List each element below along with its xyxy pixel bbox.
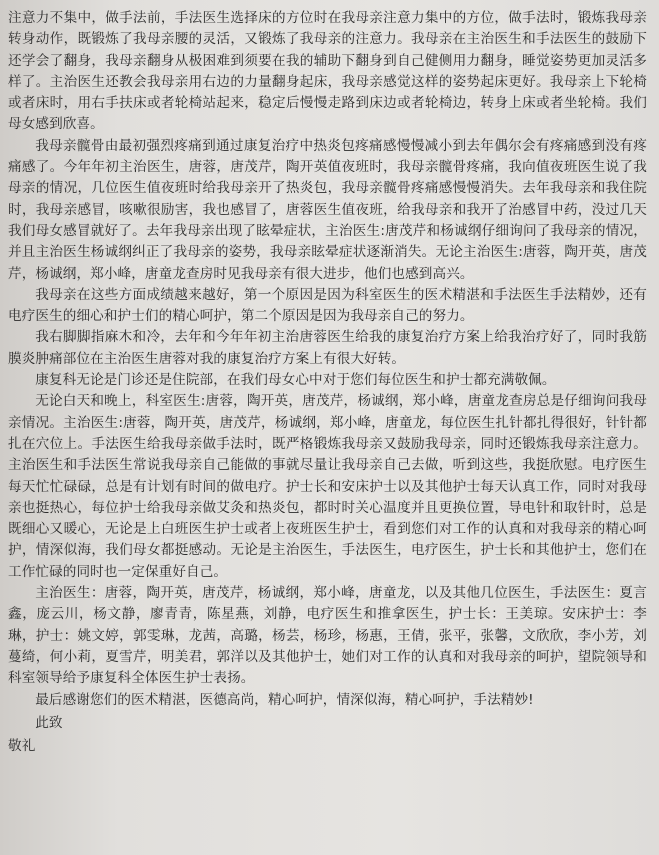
letter-paragraph-5: 康复科无论是门诊还是住院部，在我们母女心中对于您们每位医生和护士都充满敬佩。 [35,372,556,389]
letter-paragraph-4: 我右脚脚指麻木和冷，去年和今年年初主治唐蓉医生给我的康复治疗方案上给我治疗好了，同时我筋膜炎肿痛部位在主治医生唐蓉对我的康复治疗方案上有很大好转。 [8,329,647,367]
letter-paragraph-8: 最后感谢您们的医术精湛，医德高尚，精心呵护，情深似海，精心呵护，手法精妙! [35,691,534,708]
letter-paragraph-1: 注意力不集中，做手法前，手法医生选择床的方位时在我母亲注意力集中的方位，做手法时，锻炼我母亲转身动作，既锻炼了我母亲腰的灵活，又锻炼了我母亲的注意力。我母亲在主治医生和手法医生的鼓励下还学会了翻身，我母亲翻身从极困难到须要在我的辅助下翻身到自己健侧用力翻身，睡觉姿势更加灵活多样了。主治医生还教会我母亲用右边的力量翻身起床，我母亲感觉这样的姿势起床更好。我母亲上下轮椅或者床时，用右手扶床或者轮椅站起来，稳定后慢慢走路到床边或者轮椅边，转身上床或者坐轮椅。我们母女感到欣喜。 [8,10,647,133]
letter-salutation: 敬礼 [8,738,36,755]
letter-paragraph-6: 无论白天和晚上，科室医生:唐蓉，陶开英，唐茂芹，杨诚纲，郑小峰，唐童龙查房总是仔细询问我母亲情况。主治医生:唐蓉，陶开英，唐茂芹，杨诚纲，郑小峰，唐童龙，每位医生扎针都扎得很好，针针都扎在穴位上。手法医生给我母亲做手法时，既严格锻炼我母亲又鼓励我母亲，同时还锻炼我母亲注意力。主治医生和手法医生常说我母亲自己能做的事就尽量让我母亲自己去做，听到这些，我挺欣慰。电疗医生每天忙忙碌碌，总是有计划有时间的做电疗。护士长和安床护士以及其他护士每天认真工作，同时对我母亲也挺热心，每位护士给我母亲做艾灸和热炎包，都时时关心温度并且更换位置，导电针和取针时，总是既细心又暖心，无论是上白班医生护士或者上夜班医生护士，看到您们对工作的认真和对我母亲的精心呵护，情深似海，我们母女都挺感动。无论是主治医生，手法医生，电疗医生，护士长和其他护士，您们在工作忙碌的同时也一定保重好自己。 [8,393,647,580]
letter-closing: 此致 [35,714,63,731]
letter-paragraph-2: 我母亲髋骨由最初强烈疼痛到通过康复治疗中热炎包疼痛感慢慢减小到去年偶尔会有疼痛感到没有疼痛感了。今年年初主治医生，唐蓉，唐茂芹，陶开英值夜班时，我母亲髋骨疼痛，我向值夜班医生说了我母亲的情况，几位医生值夜班时给我母亲开了热炎包，我母亲髋骨疼痛感慢慢消失。去年我母亲和我住院时，我母亲感冒，咳嗽很励害，我也感冒了，唐蓉医生值夜班，给我母亲和我开了治感冒中药，没过几天我们母女感冒就好了。去年我母亲出现了眩晕症状，主治医生:唐茂芹和杨诚纲仔细询问了我母亲的情况，并且主治医生杨诚纲纠正了我母亲的姿势，我母亲眩晕症状逐渐消失。无论主治医生:唐蓉，陶开英，唐茂芹，杨诚纲，郑小峰，唐童龙查房时见我母亲有很大进步，他们也感到高兴。 [8,137,647,282]
letter-paragraph-3: 我母亲在这些方面成绩越来越好，第一个原因是因为科室医生的医术精湛和手法医生手法精妙，还有电疗医生的细心和护士们的精心呵护，第二个原因是因为我母亲自己的努力。 [8,286,647,325]
letter-paragraph-7: 主治医生：唐蓉，陶开英，唐茂芹，杨诚纲，郑小峰，唐童龙，以及其他几位医生，手法医生：夏言鑫，庞云川，杨文静，廖青青，陈星燕，刘静，电疗医生和推拿医生，护士长：王美琼。安床护士：李琳，护士：姚文婷，郭雯琳，龙茜，高璐，杨芸，杨珍，杨惠，王倩，张平，张馨，文欣欣，李小芳，刘蔓绮，何小莉，夏雪芹，明美君，郭洋以及其他护士，她们对工作的认真和对我母亲的呵护，望院领导和科室领导给予康复科全体医生护士表扬。 [8,585,647,687]
